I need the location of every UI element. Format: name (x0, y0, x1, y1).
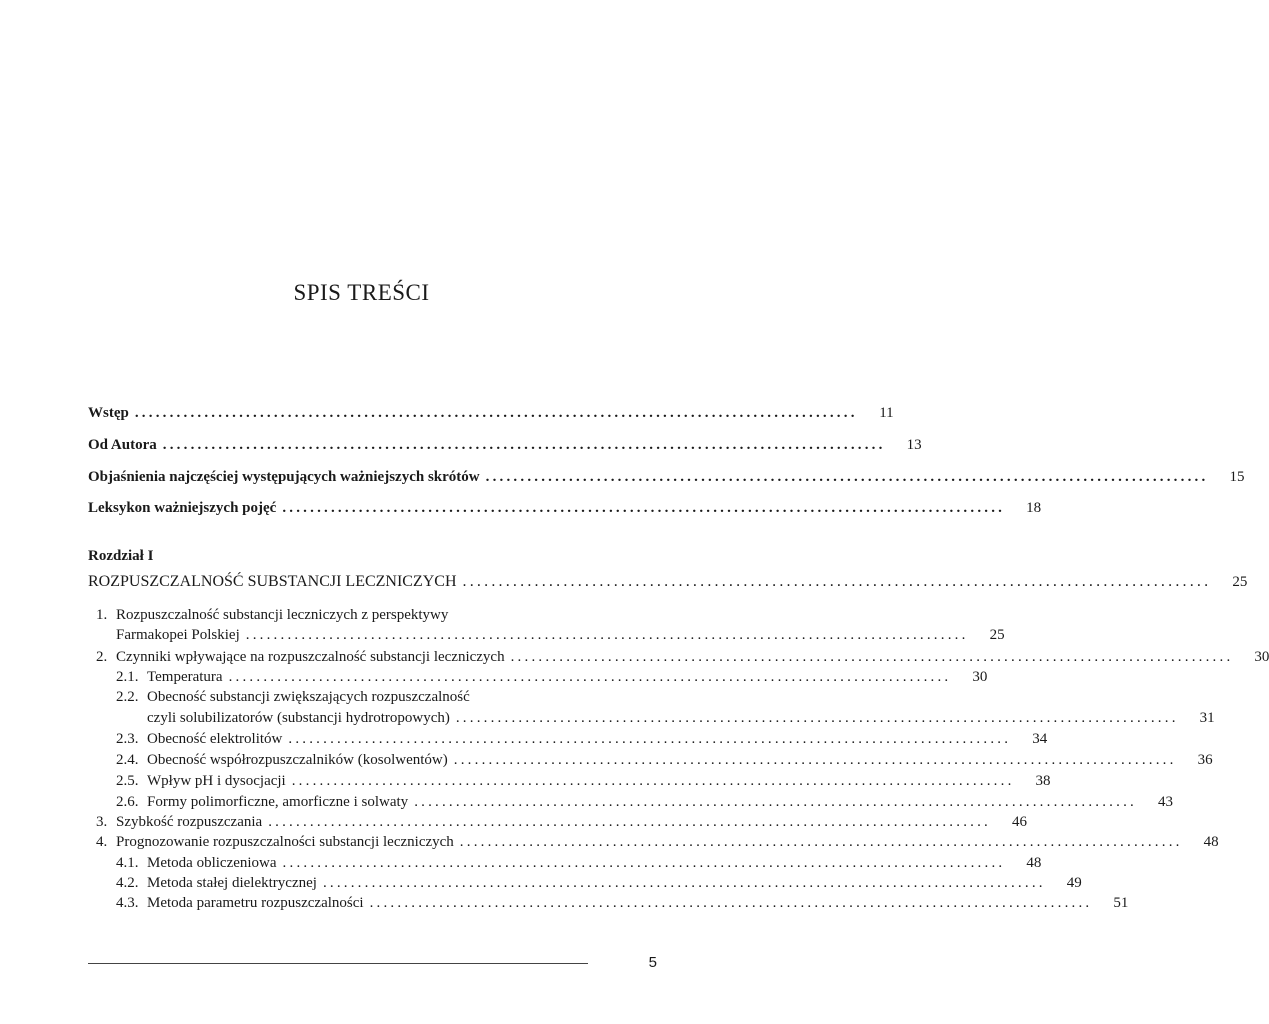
page-number: 5 (648, 954, 657, 971)
dot-leader: ........................................................................................................ (455, 710, 1179, 726)
toc-entry-2-1[interactable] (116, 667, 988, 687)
toc-entry-page: 34 (1032, 731, 1048, 747)
section-number: 2.5. (116, 773, 139, 789)
toc-entry-2-3[interactable] (116, 729, 1048, 749)
toc-entry-page: 38 (1035, 773, 1051, 789)
toc-entry-label: Szybkość rozpuszczania (116, 814, 263, 830)
dot-leader: ........................................................................................................ (462, 573, 1212, 590)
toc-entry-4-2[interactable] (116, 873, 1082, 893)
toc-entry-label: Leksykon ważniejszych pojęć (88, 500, 277, 516)
toc-entry-page: 30 (972, 669, 988, 685)
toc-entry-label: Metoda obliczeniowa (147, 855, 277, 871)
toc-entry-label: Wpływ pH i dysocjacji (147, 773, 286, 789)
toc-entry-page: 49 (1066, 875, 1082, 891)
toc-entry-page: 43 (1158, 794, 1173, 810)
section-number: 4.2. (116, 875, 139, 891)
section-number: 2.6. (116, 794, 139, 810)
toc-entry-page: 15 (1229, 469, 1245, 485)
chapter-title: ROZPUSZCZALNOŚĆ SUBSTANCJI LECZNICZYCH (88, 573, 457, 590)
toc-entry-od-autora[interactable] (88, 435, 922, 455)
footer-rule (88, 963, 588, 964)
dot-leader: ........................................................................................................ (162, 437, 886, 453)
toc-entry-2[interactable] (96, 647, 1269, 667)
dot-leader: ........................................................................................................ (369, 895, 1093, 911)
section-title-line: Obecność substancji zwiększających rozpuszczalność (147, 689, 470, 705)
toc-entry-page: 13 (906, 437, 922, 453)
toc-entry-1[interactable] (116, 625, 1005, 645)
section-number: 2.4. (116, 752, 139, 768)
section-number: 2. (96, 649, 108, 665)
toc-entry-4-1[interactable] (116, 853, 1042, 873)
toc-entry-3[interactable] (96, 812, 1028, 832)
toc-entry-label: Prognozowanie rozpuszczalności substancji leczniczych (116, 834, 454, 850)
toc-entry-2-4[interactable] (116, 750, 1213, 770)
toc-entry-label: Metoda parametru rozpuszczalności (147, 895, 364, 911)
toc-entry-label: Objaśnienia najczęściej występujących ważniejszych skrótów (88, 469, 480, 485)
toc-entry-label: Temperatura (147, 669, 223, 685)
section-title-line: Rozpuszczalność substancji leczniczych z perspektywy (116, 607, 449, 623)
toc-entry-4-3[interactable] (116, 893, 1129, 913)
section-number: 2.2. (116, 689, 139, 705)
chapter-label: Rozdział I (88, 548, 154, 564)
dot-leader: ........................................................................................................ (282, 500, 1006, 516)
toc-entry-page: 25 (989, 627, 1005, 643)
toc-entry-page: 30 (1254, 649, 1269, 665)
toc-entry-label: Czynniki wpływające na rozpuszczalność substancji leczniczych (116, 649, 505, 665)
toc-entry-page: 11 (879, 405, 894, 421)
section-number: 4.1. (116, 855, 139, 871)
section-number: 2.3. (116, 731, 139, 747)
dot-leader: ........................................................................................................ (291, 773, 1015, 789)
toc-entry-label: Farmakopei Polskiej (116, 627, 240, 643)
toc-entry-page: 18 (1026, 500, 1042, 516)
section-number: 3. (96, 814, 108, 830)
toc-entry-label: Wstęp (88, 405, 129, 421)
toc-entry-2-2[interactable] (147, 708, 1215, 728)
dot-leader: ........................................................................................................ (282, 855, 1006, 871)
section-number: 4.3. (116, 895, 139, 911)
toc-entry-objasnienia[interactable] (88, 467, 1245, 487)
dot-leader: ........................................................................................................ (134, 405, 858, 421)
section-number: 1. (96, 607, 108, 623)
dot-leader: ........................................................................................................ (453, 752, 1177, 768)
section-number: 4. (96, 834, 108, 850)
toc-entry-wstep[interactable] (88, 403, 894, 423)
toc-entry-label: Od Autora (88, 437, 157, 453)
toc-entry-label: Metoda stałej dielektrycznej (147, 875, 317, 891)
toc-entry-page: 48 (1026, 855, 1042, 871)
dot-leader: ........................................................................................................ (510, 649, 1234, 665)
dot-leader: ........................................................................................................ (268, 814, 992, 830)
toc-entry-page: 48 (1203, 834, 1219, 850)
toc-entry-page: 31 (1199, 710, 1215, 726)
dot-leader: ........................................................................................................ (245, 627, 969, 643)
dot-leader: ........................................................................................................ (288, 731, 1012, 747)
toc-entry-2-6[interactable] (116, 792, 1173, 812)
dot-leader: ........................................................................................................ (485, 469, 1209, 485)
toc-entry-label: czyli solubilizatorów (substancji hydrotropowych) (147, 710, 450, 726)
page-title: SPIS TREŚCI (293, 280, 430, 305)
toc-entry-label: Obecność elektrolitów (147, 731, 283, 747)
toc-entry-label: Obecność współrozpuszczalników (kosolwentów) (147, 752, 448, 768)
toc-entry-page: 36 (1197, 752, 1213, 768)
section-number: 2.1. (116, 669, 139, 685)
toc-entry-label: Formy polimorficzne, amorficzne i solwaty (147, 794, 409, 810)
dot-leader: ........................................................................................................ (414, 794, 1137, 810)
dot-leader: ........................................................................................................ (459, 834, 1183, 850)
dot-leader: ........................................................................................................ (228, 669, 952, 685)
toc-entry-page: 46 (1012, 814, 1028, 830)
toc-entry-page: 51 (1113, 895, 1129, 911)
dot-leader: ........................................................................................................ (322, 875, 1046, 891)
toc-entry-leksykon[interactable] (88, 498, 1042, 518)
toc-entry-4[interactable] (96, 832, 1219, 852)
toc-entry-2-5[interactable] (116, 771, 1051, 791)
toc-entry-page: 25 (1232, 574, 1248, 590)
toc-entry-chapter-title[interactable] (88, 572, 1248, 592)
